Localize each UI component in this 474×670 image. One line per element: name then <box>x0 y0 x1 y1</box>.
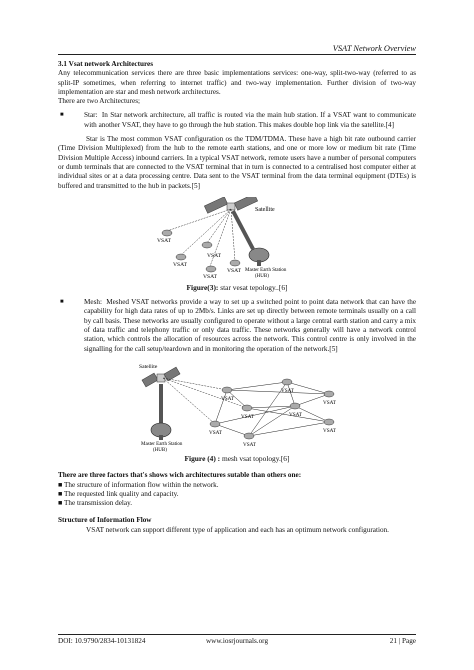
page-content <box>58 60 416 535</box>
vsat-label: VSAT <box>203 273 217 280</box>
star-text: In Star network architecture, all traffic is routed via the main hub station. If a VSAT want to communicate with another VSAT, they have to go through the hub station. This makes double hop link via the satellite.[4] <box>84 111 416 129</box>
vsat-label: VSAT <box>281 387 294 394</box>
vsat-label: VSAT <box>241 413 254 420</box>
intro-paragraph: Any telecommunication services there are three basic implementations services: one-way, split-two-way (referred to as split-IP sometimes, when referring to internet traffic) and two-way implementation. Further division of two-way implementation are star and mesh network architectures. <box>58 69 416 96</box>
factor-item: ■ The structure of information flow within the network. <box>58 480 219 489</box>
vsat-label: VSAT <box>289 411 302 418</box>
header-rule <box>58 54 416 55</box>
page-number: 21 | Page <box>389 637 416 645</box>
square-bullet-icon: ■ <box>58 480 65 489</box>
section-title: 3.1 Vsat network Architectures <box>58 60 154 68</box>
flow-title: Structure of Information Flow <box>58 516 152 525</box>
star-paragraph: Star is The most common VSAT configuration os the TDM/TDMA. These have a high bit rate outbound carrier (Time Division Multiplexed) from the hub to the remote earth stations, and one or more low or medium bit rate (Time Division Multiple Access) inbound carriers. In a typical VSAT network, remote users have a number of personal computers or dumb terminals that are connected to the VSAT terminal that in turn is connected to a centralised host computer either at individual sites or at a data processing centre. Data sent to the VSAT terminal from the data terminal equipment (DTEs) is buffered and transmitted to the hub in packets.[5] <box>58 135 416 190</box>
flow-paragraph: VSAT network can support different type of application and each has an optimum network configuration. <box>86 525 389 534</box>
figure4-caption-text: mesh vsat topology.[6] <box>220 453 290 463</box>
hub-label-abbr: (HUB) <box>153 447 167 452</box>
satellite-label: Satellite <box>139 363 158 370</box>
running-header: VSAT Network Overview <box>332 44 416 53</box>
hub-link <box>233 211 253 249</box>
square-bullet-icon: ■ <box>58 489 65 498</box>
vsat-label: VSAT <box>323 427 336 434</box>
mesh-topology-diagram <box>131 360 343 452</box>
star-lead: Star: <box>84 111 98 120</box>
square-bullet-icon: ■ <box>60 112 64 119</box>
hub-label-abbr: (HUB) <box>255 273 269 279</box>
figure3-caption-number: Figure(3): <box>186 282 219 292</box>
hub-label: Master Earth Station <box>141 441 183 447</box>
vsat-label: VSAT <box>323 399 336 406</box>
square-bullet-icon: ■ <box>60 299 64 306</box>
mesh-topology-figure <box>131 360 343 452</box>
satellite-icon <box>142 367 180 387</box>
vsat-label: VSAT <box>209 429 222 436</box>
footer-rule <box>58 634 416 635</box>
star-topology-diagram <box>137 197 337 281</box>
vsat-label: VSAT <box>173 261 187 268</box>
hub-label: Master Earth Station <box>245 267 287 273</box>
factor-item: ■ The requested link quality and capacity. <box>58 489 179 498</box>
journal-link[interactable]: www.iosrjournals.org <box>205 637 269 645</box>
mesh-text: Meshed VSAT networks provide a way to set up a switched point to point data network that can have the capability for high data rates of up to 2Mb/s. Links are set up directly between remote terminals usually on a call by call basis. These networks are usually configured to operate without a large central earth station and carry a mix of data traffic and telephony traffic or only data traffic. These networks generally will have a network control station, which controls the allocation of resources across the network. This control centre is only involved in the signalling for the call setup/teardown and in monitoring the operation of the network.[5] <box>84 298 417 353</box>
star-topology-figure <box>137 197 337 281</box>
figure3-caption <box>58 283 416 292</box>
mesh-lead: Mesh: <box>84 298 102 307</box>
vsat-label: VSAT <box>227 267 241 274</box>
factors-title: There are three factors that's shows wich architectures sutable than others one: <box>58 471 302 480</box>
satellite-label: Satellite <box>255 206 275 213</box>
vsat-label: VSAT <box>243 441 256 448</box>
factor-item: ■ The transmission delay. <box>58 499 133 508</box>
hub-dish-icon <box>249 248 269 266</box>
doi-text: DOI: 10.9790/2834-10131824 <box>58 637 146 645</box>
figure3-caption-text: star vesat tepology..[6] <box>218 282 288 292</box>
vsat-label: VSAT <box>221 395 234 402</box>
square-bullet-icon: ■ <box>58 499 65 508</box>
figure4-caption <box>58 454 416 463</box>
mesh-bullet <box>58 298 416 354</box>
intro-architectures: There are two Architectures; <box>58 97 141 106</box>
vsat-label: VSAT <box>157 237 171 244</box>
figure4-caption-number: Figure (4) : <box>184 453 221 463</box>
hub-dish-icon <box>151 423 171 440</box>
vsat-label: VSAT <box>207 252 221 259</box>
star-bullet <box>58 111 416 130</box>
